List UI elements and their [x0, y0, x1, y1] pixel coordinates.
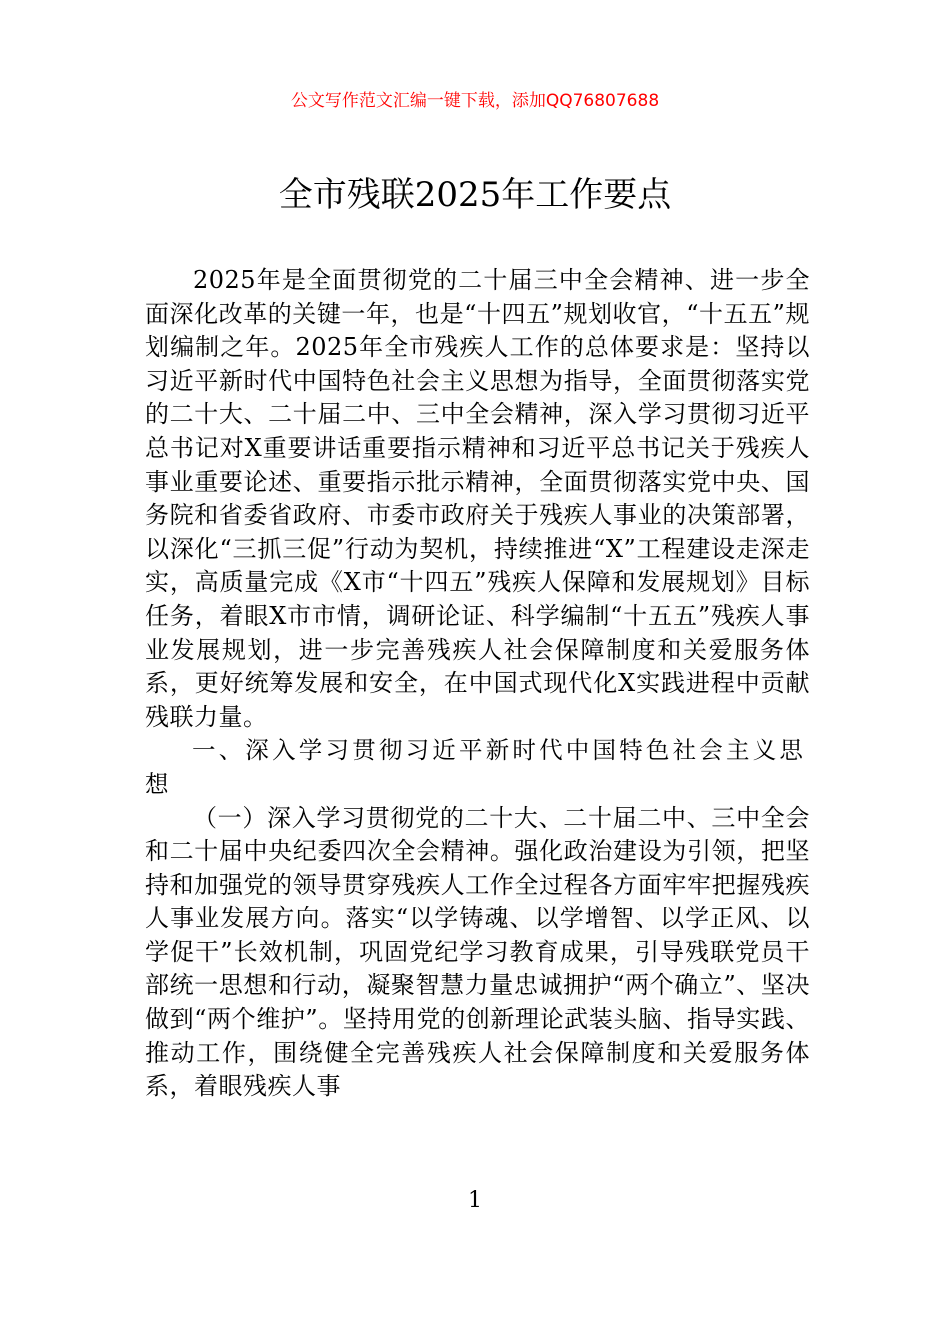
page-number: 1 [468, 1188, 482, 1213]
intro-paragraph: 2025年是全面贯彻党的二十届三中全会精神、进一步全面深化改革的关键一年，也是“十四五”规划收官，“十五五”规划编制之年。2025年全市残疾人工作的总体要求是：坚持以习近平新时代中国特色社会主义思想为指导，全面贯彻落实党的二十大、二十届二中、三中全会精神，深入学习贯彻习近平总书记对X重要讲话重要指示精神和习近平总书记关于残疾人事业重要论述、重要指示批示精神，全面贯彻落实党中央、国务院和省委省政府、市委市政府关于残疾人事业的决策部署，以深化“三抓三促”行动为契机，持续推进“X”工程建设走深走实，高质量完成《X市“十四五”残疾人保障和发展规划》目标任务，着眼X市市情，调研论证、科学编制“十五五”残疾人事业发展规划，进一步完善残疾人社会保障制度和关爱服务体系，更好统筹发展和安全，在中国式现代化X实践进程中贡献残联力量。 [145, 266, 810, 731]
section-1-paragraph-1: （一）深入学习贯彻党的二十大、二十届二中、三中全会和二十届中央纪委四次全会精神。强化政治建设为引领，把坚持和加强党的领导贯穿残疾人工作全过程各方面牢牢把握残疾人事业发展方向。落实“以学铸魂、以学增智、以学正风、以学促干”长效机制，巩固党纪学习教育成果，引导残联党员干部统一思想和行动，凝聚智慧力量忠诚拥护“两个确立”、坚决做到“两个维护”。坚持用党的创新理论武装头脑、指导实践、推动工作，围绕健全完善残疾人社会保障制度和关爱服务体系，着眼残疾人事 [145, 803, 810, 1101]
download-banner: 公文写作范文汇编一键下载，添加QQ76807688 [290, 91, 660, 111]
section-heading-1: 一、深入学习贯彻习近平新时代中国特色社会主义思想 [145, 736, 807, 798]
document-body [145, 264, 810, 1104]
document-title: 全市残联2025年工作要点 [278, 175, 672, 215]
